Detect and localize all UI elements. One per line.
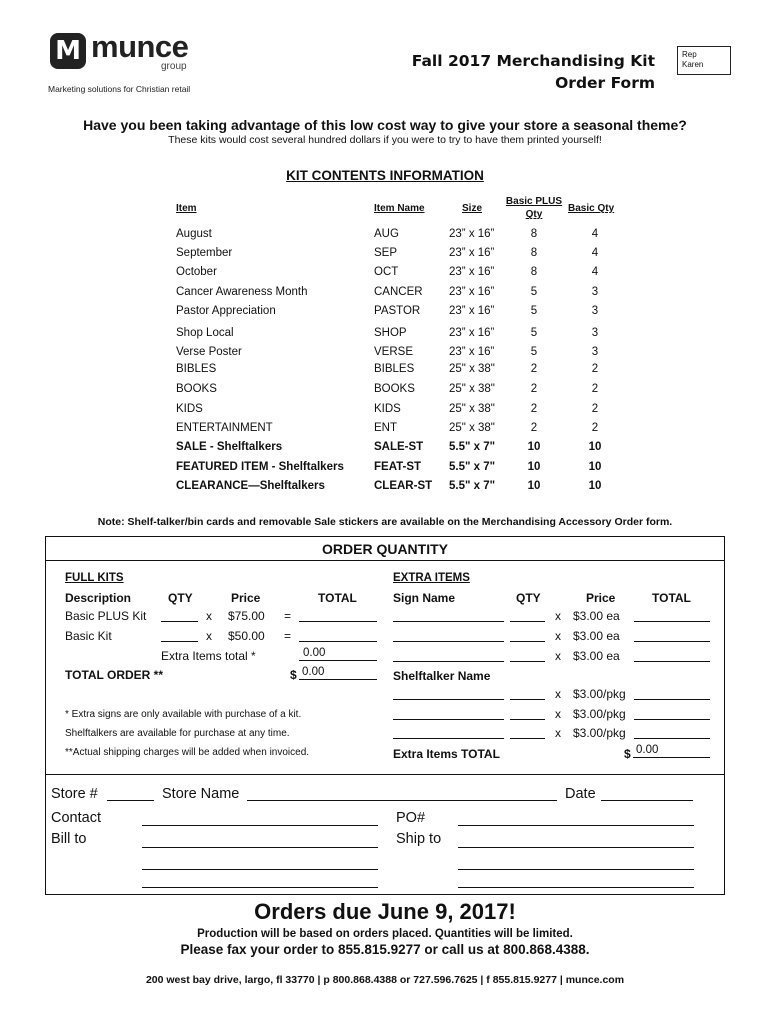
kit-row-size: 25" x 38"	[449, 363, 495, 375]
store-number-field[interactable]	[107, 787, 154, 801]
logo-wordmark: munce	[91, 29, 189, 64]
kit-row-item: BOOKS	[176, 383, 217, 395]
kit-row-plus-qty: 10	[527, 461, 541, 473]
shelftalker-row-qty-field[interactable]	[510, 708, 545, 720]
ship-to-label: Ship to	[396, 831, 442, 847]
ship-to-field-line3[interactable]	[458, 874, 694, 888]
kit-row-item: FEATURED ITEM - Shelftalkers	[176, 461, 344, 473]
col-qty: QTY	[168, 591, 193, 605]
kit-row-size: 23” x 16”	[449, 346, 495, 358]
kit-row-basic-qty: 4	[591, 266, 599, 278]
kit-row-size: 23” x 16”	[449, 305, 495, 317]
kit-row-name: PASTOR	[374, 305, 421, 317]
shelftalker-row-price: $3.00/pkg	[573, 707, 626, 721]
bill-to-field-line1[interactable]	[142, 834, 378, 848]
sign-row-qty-field[interactable]	[510, 650, 545, 662]
times-sign: x	[555, 687, 561, 701]
equals-sign: =	[284, 629, 292, 643]
kit-col-size: Size	[462, 203, 483, 214]
kit-row-item: October	[176, 266, 217, 278]
kit-row-plus-qty: 5	[530, 305, 538, 317]
kit-row-name: KIDS	[374, 403, 401, 415]
extra-items-total-field[interactable]: 0.00	[299, 647, 377, 661]
kit-row-item: Pastor Appreciation	[176, 305, 276, 317]
sign-row-price: $3.00 ea	[573, 629, 620, 643]
kit-row-basic-qty: 3	[591, 286, 599, 298]
kit-row-plus-qty: 8	[530, 247, 538, 259]
shelftalker-row-total-field[interactable]	[634, 727, 710, 739]
col-price: Price	[231, 591, 261, 605]
kit-row-plus-qty: 2	[530, 383, 538, 395]
footer-contact: 200 west bay drive, largo, fl 33770 | p 800.868.4388 or 727.596.7625 | f 855.815.9277 | munce.com	[145, 974, 625, 986]
logo-group-text: group	[161, 61, 187, 72]
kit-row-name: SHOP	[374, 327, 407, 339]
total-order-label: TOTAL ORDER **	[65, 668, 164, 682]
kit-row-item: August	[176, 228, 212, 240]
contact-field[interactable]	[142, 812, 378, 826]
kit-row-name: SEP	[374, 247, 398, 259]
kit-row-plus-qty: 2	[530, 422, 538, 434]
sign-row-qty-field[interactable]	[510, 610, 545, 622]
kit-row-size: 25" x 38"	[449, 422, 495, 434]
store-number-label: Store #	[51, 786, 98, 802]
shelftalker-row-qty-field[interactable]	[510, 727, 545, 739]
times-sign: x	[555, 629, 561, 643]
times-sign: x	[206, 629, 212, 643]
basic-kit-label: Basic Kit	[65, 629, 112, 643]
sign-row-total-field[interactable]	[634, 650, 710, 662]
tagline: Marketing solutions for Christian retail	[48, 84, 191, 94]
dollar-sign: $	[290, 668, 297, 682]
kit-row-basic-qty: 2	[591, 403, 599, 415]
basic-plus-kit-qty-field[interactable]	[161, 610, 198, 622]
kit-row-size: 23” x 16”	[449, 266, 495, 278]
shelftalker-name-heading: Shelftalker Name	[393, 669, 491, 683]
basic-kit-total-field[interactable]	[299, 630, 377, 642]
shelftalker-row-total-field[interactable]	[634, 708, 710, 720]
date-field[interactable]	[601, 787, 693, 801]
times-sign: x	[555, 726, 561, 740]
basic-kit-price: $50.00	[228, 629, 265, 643]
kit-row-basic-qty: 3	[591, 346, 599, 358]
extra-items-total-heading: Extra Items TOTAL	[393, 747, 500, 761]
kit-row-size: 23” x 16”	[449, 327, 495, 339]
basic-kit-qty-field[interactable]	[161, 630, 198, 642]
fax-instructions: Please fax your order to 855.815.9277 or call us at 800.868.4388.	[180, 942, 590, 957]
col-description: Description	[65, 591, 132, 605]
col-total: TOTAL	[318, 591, 357, 605]
kit-row-item: KIDS	[176, 403, 203, 415]
total-order-field[interactable]: 0.00	[299, 666, 377, 680]
times-sign: x	[555, 707, 561, 721]
po-label: PO#	[396, 810, 426, 826]
extra-items-heading: EXTRA ITEMS	[393, 572, 470, 584]
kit-col-name: Item Name	[374, 203, 425, 214]
store-section-divider	[46, 774, 724, 775]
kit-row-basic-qty: 10	[588, 441, 602, 453]
sign-row-qty-field[interactable]	[510, 630, 545, 642]
sign-row-price: $3.00 ea	[573, 609, 620, 623]
kit-row-item: BIBLES	[176, 363, 217, 375]
kit-row-size: 5.5" x 7"	[449, 480, 496, 492]
col-extra-price: Price	[586, 591, 616, 605]
sign-row-name-field[interactable]	[393, 650, 504, 662]
kit-row-plus-qty: 5	[530, 286, 538, 298]
bill-to-label: Bill to	[51, 831, 87, 847]
kit-row-plus-qty: 8	[530, 228, 538, 240]
kit-row-basic-qty: 3	[591, 305, 599, 317]
rep-label: Rep	[682, 50, 697, 59]
equals-sign: =	[284, 609, 292, 623]
form-title-line2: Order Form	[555, 74, 655, 92]
kit-row-basic-qty: 2	[591, 422, 599, 434]
kit-row-basic-qty: 10	[588, 480, 602, 492]
kit-row-name: ENT	[374, 422, 397, 434]
kit-row-name: BIBLES	[374, 363, 415, 375]
shelftalker-row-price: $3.00/pkg	[573, 687, 626, 701]
kit-row-item: CLEARANCE—Shelftalkers	[176, 480, 325, 492]
kit-row-item: Shop Local	[176, 327, 234, 339]
bill-to-field-line3[interactable]	[142, 874, 378, 888]
kit-row-size: 25" x 38"	[449, 403, 495, 415]
times-sign: x	[555, 649, 561, 663]
sign-row-name-field[interactable]	[393, 630, 504, 642]
accessory-note: Note: Shelf-talker/bin cards and removable Sale stickers are available on the Merchandising Accessory Order form.	[97, 516, 673, 528]
kit-row-item: SALE - Shelftalkers	[176, 441, 283, 453]
kit-row-plus-qty: 10	[527, 441, 541, 453]
kit-row-size: 23” x 16”	[449, 247, 495, 259]
col-extra-qty: QTY	[516, 591, 541, 605]
times-sign: x	[555, 609, 561, 623]
sign-row-name-field[interactable]	[393, 610, 504, 622]
kit-row-item: September	[176, 247, 233, 259]
kit-row-name: CLEAR-ST	[374, 480, 433, 492]
kit-row-plus-qty: 5	[530, 327, 538, 339]
kit-row-basic-qty: 2	[591, 383, 599, 395]
kit-row-plus-qty: 8	[530, 266, 538, 278]
shelftalker-row-name-field[interactable]	[393, 727, 504, 739]
kit-col-basic: Basic Qty	[568, 203, 615, 214]
kit-row-name: FEAT-ST	[374, 461, 422, 473]
kit-row-size: 5.5" x 7"	[449, 441, 496, 453]
col-extra-total: TOTAL	[652, 591, 691, 605]
shelftalker-row-qty-field[interactable]	[510, 688, 545, 700]
kit-row-plus-qty: 2	[530, 363, 538, 375]
form-title	[400, 50, 655, 94]
kit-row-basic-qty: 4	[591, 247, 599, 259]
date-label: Date	[565, 786, 596, 802]
sign-row-price: $3.00 ea	[573, 649, 620, 663]
rep-box[interactable]	[677, 46, 731, 75]
shelftalker-row-total-field[interactable]	[634, 688, 710, 700]
po-field[interactable]	[458, 812, 694, 826]
kit-row-item: Cancer Awareness Month	[176, 286, 308, 298]
kit-row-basic-qty: 4	[591, 228, 599, 240]
store-name-label: Store Name	[162, 786, 240, 802]
kit-row-item: ENTERTAINMENT	[176, 422, 273, 434]
kit-row-size: 23” x 16”	[449, 228, 495, 240]
kit-row-size: 23” x 16”	[449, 286, 495, 298]
kit-row-plus-qty: 10	[527, 480, 541, 492]
order-quantity-title: ORDER QUANTITY	[46, 537, 724, 561]
footnote-extra-signs: * Extra signs are only available with purchase of a kit.	[65, 709, 302, 720]
logo-mark: M	[50, 33, 86, 69]
kit-row-name: OCT	[374, 266, 399, 278]
basic-plus-kit-total-field[interactable]	[299, 610, 377, 622]
footnote-shelftalkers: Shelftalkers are available for purchase at any time.	[65, 728, 290, 739]
subline: These kits would cost several hundred dollars if you were to try to have them printed yourself!	[168, 134, 602, 146]
bill-to-field-line2[interactable]	[142, 856, 378, 870]
full-kits-heading: FULL KITS	[65, 572, 124, 584]
store-name-field[interactable]	[247, 787, 557, 801]
basic-plus-kit-label: Basic PLUS Kit	[65, 609, 147, 623]
production-note: Production will be based on orders placed. Quantities will be limited.	[197, 928, 573, 940]
headline: Have you been taking advantage of this low cost way to give your store a seasonal theme?	[83, 117, 687, 133]
sign-row-total-field[interactable]	[634, 610, 710, 622]
col-sign-name: Sign Name	[393, 591, 456, 605]
orders-due-heading: Orders due June 9, 2017!	[254, 899, 516, 924]
form-title-line1: Fall 2017 Merchandising Kit	[411, 52, 655, 70]
ship-to-field-line1[interactable]	[458, 834, 694, 848]
kit-row-name: VERSE	[374, 346, 413, 358]
kit-row-basic-qty: 2	[591, 363, 599, 375]
shelftalker-row-price: $3.00/pkg	[573, 726, 626, 740]
contact-label: Contact	[51, 810, 101, 826]
rep-name: Karen	[682, 60, 704, 69]
kit-row-size: 5.5" x 7"	[449, 461, 496, 473]
extra-items-total-value-field[interactable]: 0.00	[633, 744, 710, 758]
kit-col-item: Item	[176, 203, 197, 214]
kit-row-size: 25" x 38"	[449, 383, 495, 395]
ship-to-field-line2[interactable]	[458, 856, 694, 870]
shelftalker-row-name-field[interactable]	[393, 688, 504, 700]
kit-row-basic-qty: 10	[588, 461, 602, 473]
footnote-shipping: **Actual shipping charges will be added when invoiced.	[65, 747, 310, 758]
kit-row-name: CANCER	[374, 286, 423, 298]
kit-row-name: SALE-ST	[374, 441, 424, 453]
kit-row-plus-qty: 5	[530, 346, 538, 358]
kit-contents-title: KIT CONTENTS INFORMATION	[286, 168, 484, 183]
kit-row-plus-qty: 2	[530, 403, 538, 415]
times-sign: x	[206, 609, 212, 623]
kit-col-plus: Basic PLUS Qty	[505, 196, 563, 220]
sign-row-total-field[interactable]	[634, 630, 710, 642]
kit-row-name: BOOKS	[374, 383, 415, 395]
shelftalker-row-name-field[interactable]	[393, 708, 504, 720]
dollar-sign: $	[624, 747, 631, 761]
kit-row-basic-qty: 3	[591, 327, 599, 339]
kit-row-item: Verse Poster	[176, 346, 242, 358]
extra-items-total-label: Extra Items total *	[161, 649, 256, 663]
basic-plus-kit-price: $75.00	[228, 609, 265, 623]
kit-row-name: AUG	[374, 228, 399, 240]
